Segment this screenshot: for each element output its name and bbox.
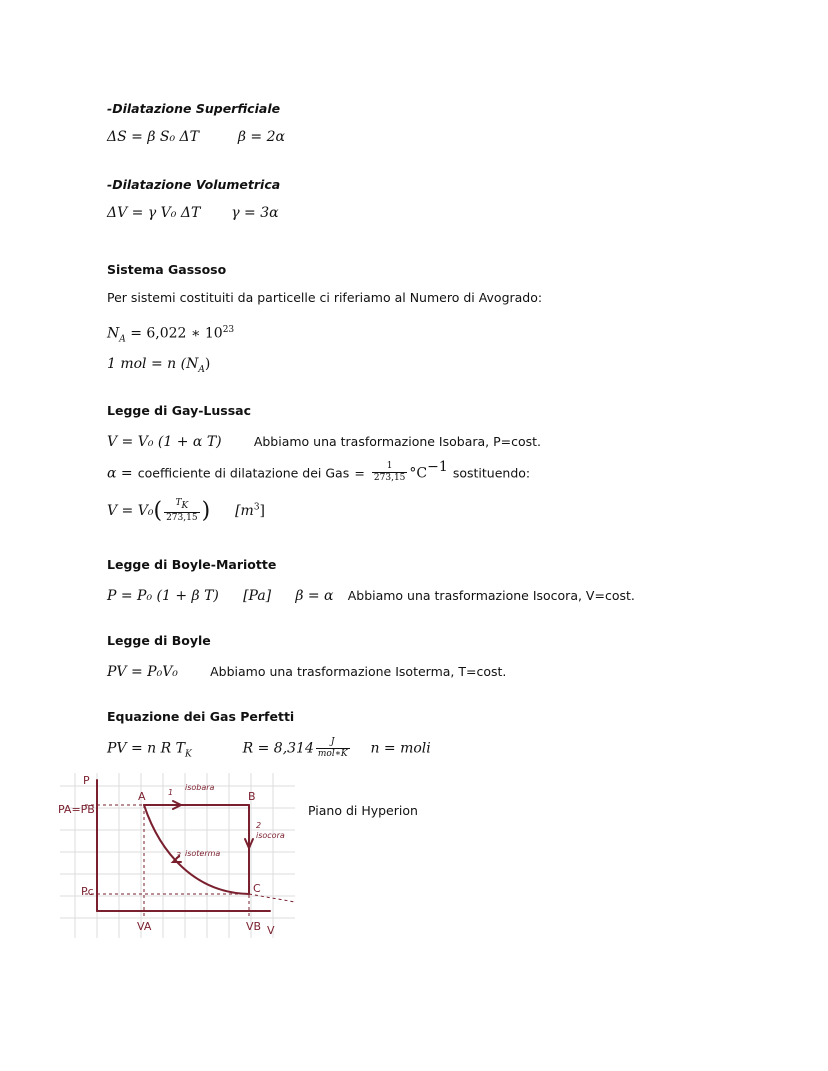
gas-perfetti-row — [107, 737, 431, 760]
label-v: V — [267, 924, 275, 937]
formula-gay-lussac-kelvin: V = V₀( $\frac{T_K}{273,15}$ ) $[m^3]$ — [107, 498, 266, 524]
label-a: A — [138, 790, 146, 803]
section-title-gay-lussac: Legge di Gay-Lussac — [107, 403, 251, 418]
label-p: P — [83, 774, 90, 787]
section-title-boyle-mariotte: Legge di Boyle-Mariotte — [107, 557, 277, 572]
unit-m3: [m — [235, 502, 254, 519]
label-n1: 1 — [168, 788, 174, 797]
formula-gas-perfetti: PV = n R T — [107, 740, 185, 757]
unit-pa: [Pa] — [243, 588, 272, 604]
boyle-mariotte-note: Abbiamo una trasformazione Isocora, V=cost. — [347, 588, 635, 603]
beta-alpha: β = α — [295, 588, 334, 604]
formula-gay-lussac: V = V₀ (1 + α T) — [107, 434, 222, 450]
alpha-fraction — [372, 461, 408, 484]
alpha-text: coefficiente di dilatazione dei Gas — [137, 465, 350, 481]
unit-celsius: °C — [409, 465, 428, 482]
unit-exp: −1 — [427, 459, 448, 475]
section-title-volumetrica: -Dilatazione Volumetrica — [107, 177, 281, 192]
r-constant: R = 8,314 — [242, 740, 314, 757]
section-title-gas-perfetti: Equazione dei Gas Perfetti — [107, 709, 295, 724]
tk-sub: K — [181, 500, 189, 511]
mol-line: 1 mol = n (N — [107, 356, 199, 372]
v-left: V = V₀ — [107, 502, 154, 519]
alpha-row — [107, 459, 530, 484]
formula-delta-s: ΔS = β S₀ ΔT — [107, 129, 199, 145]
section-title-boyle: Legge di Boyle — [107, 633, 211, 648]
formula-avogadro — [107, 325, 234, 344]
label-n2: 2 — [256, 821, 262, 830]
section-title-superficiale: -Dilatazione Superficiale — [107, 101, 281, 116]
formula-mol — [107, 356, 210, 375]
label-va: VA — [137, 920, 152, 933]
label-n3: 3 — [176, 851, 182, 860]
mol-sub: A — [198, 364, 205, 375]
label-c: C — [253, 882, 261, 895]
c-guide — [249, 894, 295, 902]
label-isobara: isobara — [185, 783, 215, 792]
na-value: = 6,022 ∗ 10 — [125, 325, 223, 342]
formula-volumetrica — [107, 205, 279, 221]
alpha-eq: = — [354, 465, 365, 481]
alpha-frac-den: 273,15 — [373, 473, 406, 484]
formula-delta-v: ΔV = γ V₀ ΔT — [107, 205, 201, 221]
unit-m3-exp: 3 — [253, 502, 260, 513]
r-frac-den: mol∗K — [317, 749, 348, 759]
r-frac-num: J — [316, 737, 350, 749]
gay-lussac-note: Abbiamo una trasformazione Isobara, P=cost. — [253, 434, 542, 449]
na-symbol: N — [107, 325, 120, 342]
label-pa-pb: PA=PB — [58, 803, 95, 816]
label-b: B — [248, 790, 256, 803]
alpha-frac-num: 1 — [372, 461, 408, 473]
mol-end: ) — [204, 356, 211, 372]
formula-boyle-mariotte: P = P₀ (1 + β T) — [107, 588, 219, 604]
section-title-gassoso: Sistema Gassoso — [107, 262, 227, 277]
r-fraction — [316, 737, 350, 760]
label-isoterma: isoterma — [185, 849, 221, 858]
pv-diagram — [55, 768, 300, 943]
tk-fraction — [164, 498, 200, 524]
alpha-end: sostituendo: — [452, 465, 531, 481]
n-moli: n = moli — [370, 740, 431, 757]
tk-num: T — [175, 498, 182, 508]
avogadro-text: Per sistemi costituiti da particelle ci riferiamo al Numero di Avogrado: — [107, 290, 543, 305]
label-pc: Pc — [81, 885, 94, 898]
boyle-row — [107, 661, 506, 680]
formula-gamma: γ = 3α — [231, 205, 279, 221]
unit-m3-end: ] — [259, 502, 266, 519]
na-exp: 23 — [222, 325, 235, 335]
boyle-note: Abbiamo una trasformazione Isoterma, T=cost. — [210, 664, 507, 679]
na-sub: A — [119, 334, 126, 345]
label-vb: VB — [246, 920, 262, 933]
alpha-left: α = — [107, 465, 133, 482]
formula-beta: β = 2α — [237, 129, 285, 145]
tk-den: 273,15 — [166, 512, 198, 523]
boyle-mariotte-row — [107, 585, 635, 604]
gay-lussac-row — [107, 431, 541, 450]
formula-superficiale — [107, 129, 285, 145]
label-isocora: isocora — [256, 831, 285, 840]
formula-boyle: PV = P₀V₀ — [107, 664, 178, 680]
formula-gas-perfetti-sub: K — [184, 749, 192, 760]
diagram-note: Piano di Hyperion — [308, 803, 418, 818]
